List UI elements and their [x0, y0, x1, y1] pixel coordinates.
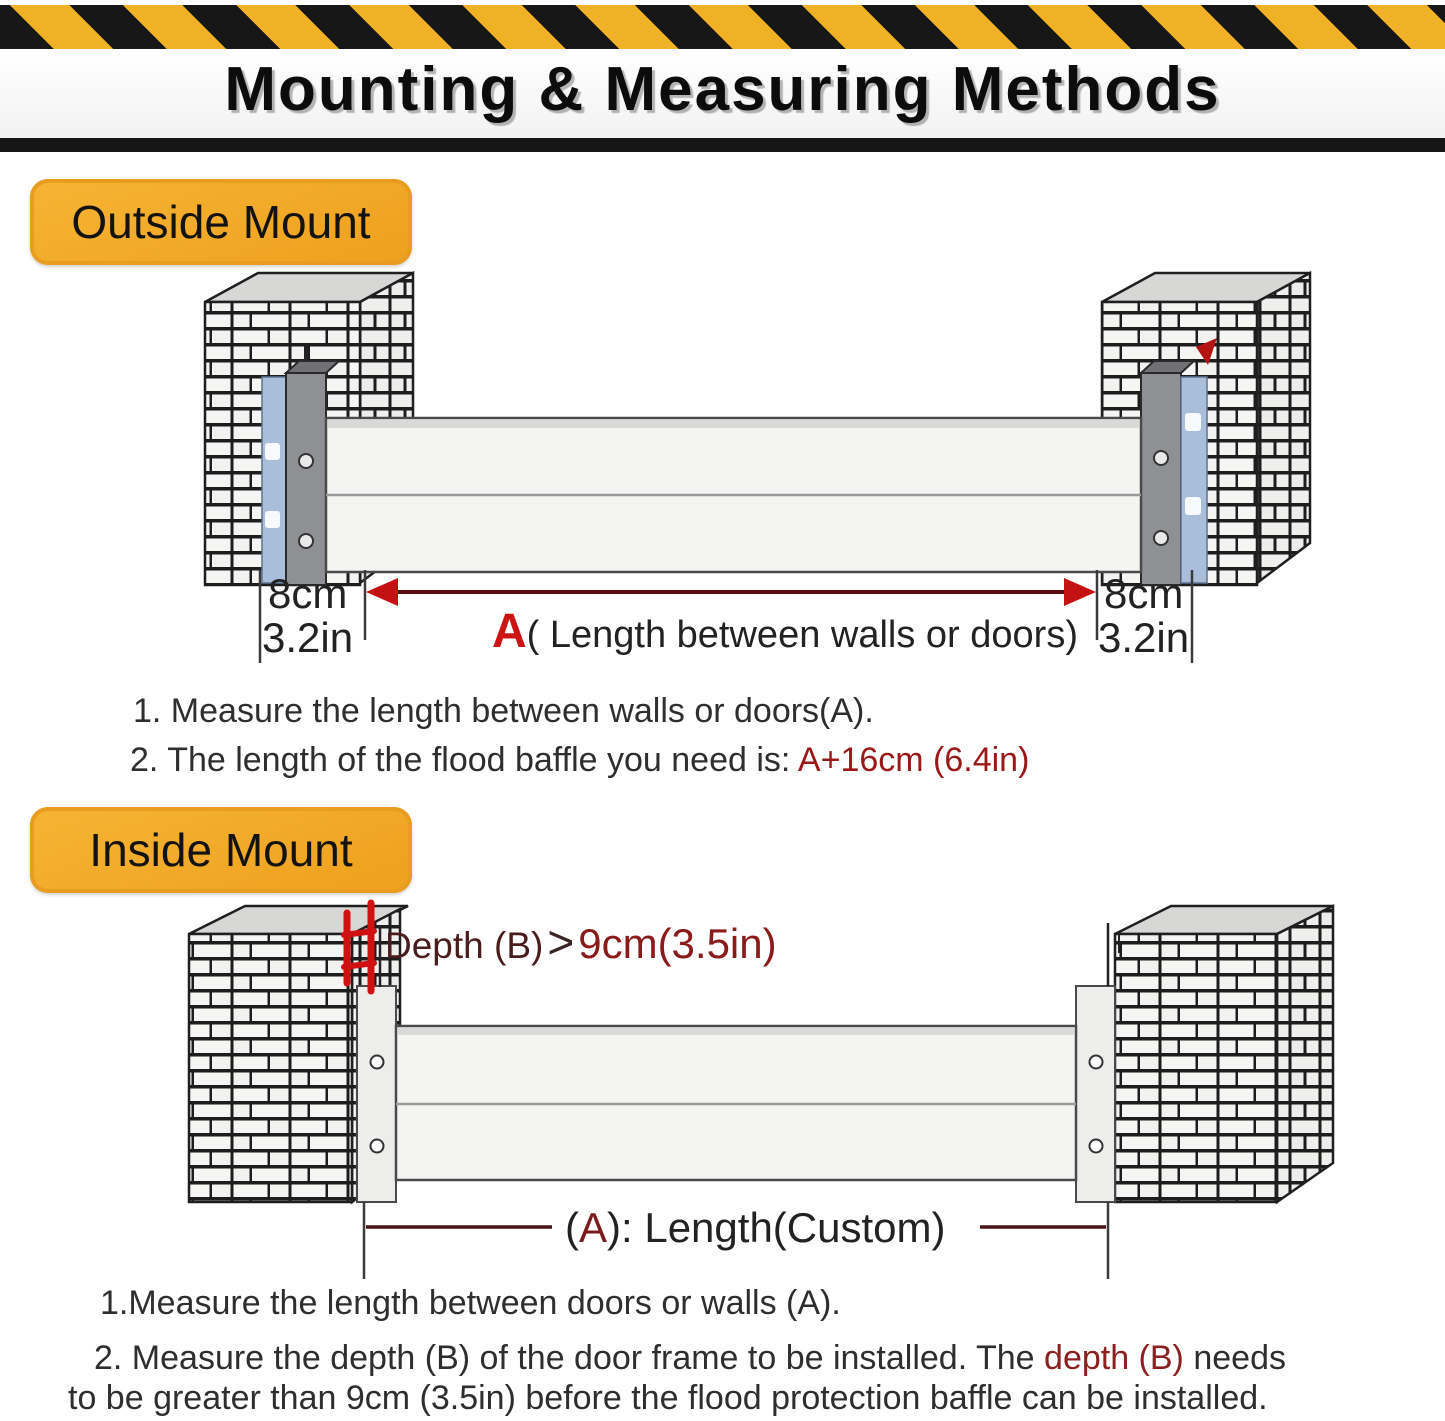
- inside-step-2-depth: depth (B): [1044, 1339, 1184, 1377]
- right-brick-pillar: [1115, 906, 1333, 1202]
- screw-hole: [1154, 451, 1168, 465]
- screw-hole: [1154, 531, 1168, 545]
- custom-length-label: [565, 1204, 945, 1252]
- length-a-text: ( Length between walls or doors): [526, 614, 1078, 656]
- length-arrow: [366, 578, 1096, 606]
- outside-step-2: [130, 741, 1029, 780]
- flood-barrier-panels: [396, 1026, 1076, 1180]
- outside-step-1: 1. Measure the length between walls or doors(A).: [133, 692, 874, 730]
- header-divider-bar: [0, 138, 1445, 152]
- screw-hole: [299, 534, 313, 548]
- inside-step-2-text-a: 2. Measure the depth (B) of the door frame to be installed. The: [94, 1339, 1045, 1377]
- right-offset-in-label: 3.2in: [1098, 614, 1190, 661]
- length-a-label: [492, 604, 1078, 659]
- left-offset-in-label: 3.2in: [262, 614, 354, 661]
- inside-mount-badge-label: Inside Mount: [89, 824, 353, 876]
- left-channel-bar: [357, 986, 396, 1202]
- screw-hole: [1090, 1140, 1103, 1153]
- flood-barrier-panels: [326, 418, 1141, 572]
- outside-mount-badge: [30, 179, 412, 265]
- inside-step-1: 1.Measure the length between doors or walls (A).: [100, 1284, 841, 1322]
- screw-hole: [371, 1140, 384, 1153]
- screw-hole: [299, 454, 313, 468]
- paren-open: (: [565, 1204, 579, 1251]
- length-a-letter: A: [579, 1204, 608, 1251]
- length-rest: ): Length(Custom): [607, 1204, 946, 1251]
- caution-stripes-band: [0, 5, 1445, 49]
- page-title: Mounting & Measuring Methods: [224, 55, 1221, 124]
- screw-hole: [1090, 1056, 1103, 1069]
- outside-step-2-formula: A+16cm (6.4in): [797, 741, 1030, 779]
- right-channel-bar: [1076, 923, 1119, 1202]
- depth-value: 9cm(3.5in): [578, 920, 777, 967]
- inside-step-2-text-b: needs: [1183, 1339, 1286, 1377]
- left-offset-cm-label: 8cm: [268, 570, 348, 617]
- inside-mount-badge: [30, 807, 412, 893]
- right-offset-cm-label: 8cm: [1104, 570, 1184, 617]
- left-blue-seal-strip: [262, 377, 286, 583]
- greater-than-sign: >: [547, 916, 575, 968]
- inside-step-2-continued: to be greater than 9cm (3.5in) before the flood protection baffle can be installed.: [68, 1379, 1268, 1417]
- screw-hole: [371, 1056, 384, 1069]
- depth-label-text: Depth (B): [385, 925, 544, 966]
- outside-step-2-text: 2. The length of the flood baffle you need is:: [130, 741, 798, 779]
- outside-mount-badge-label: Outside Mount: [71, 196, 371, 248]
- inside-step-2: [94, 1339, 1286, 1378]
- depth-requirement-label: [385, 915, 777, 969]
- length-a-letter: A: [492, 605, 527, 658]
